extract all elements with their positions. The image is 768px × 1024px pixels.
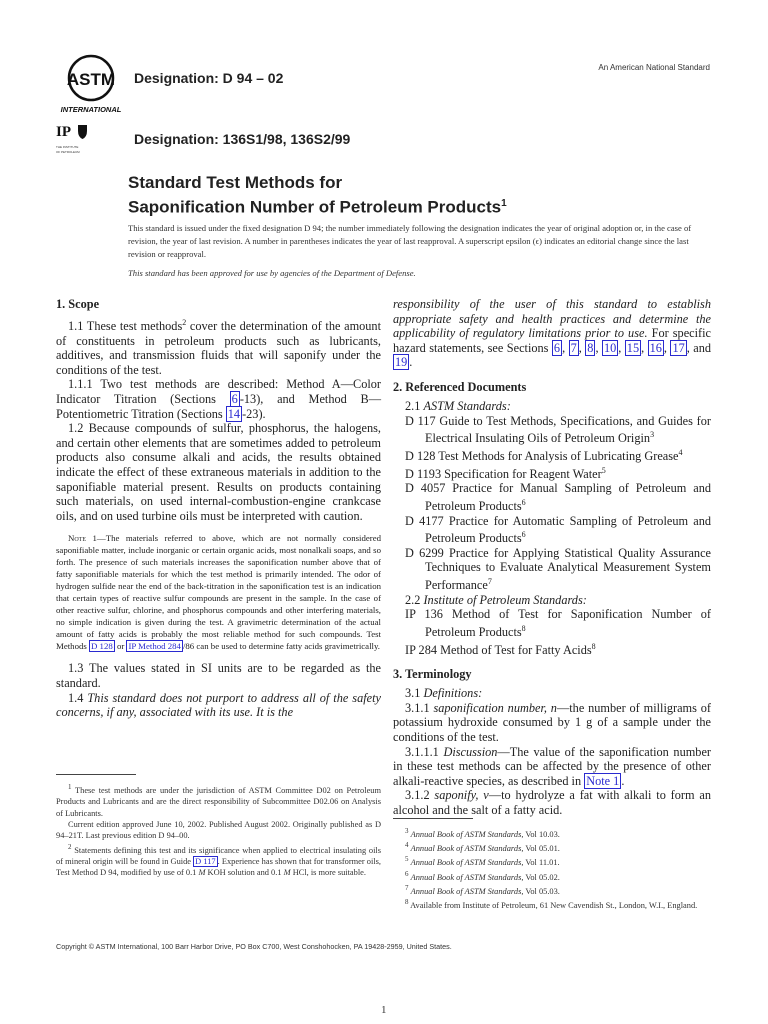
link-section-15[interactable]: 15 bbox=[626, 340, 640, 355]
left-column bbox=[56, 297, 381, 720]
svg-text:OF PETROLEUM: OF PETROLEUM bbox=[56, 150, 80, 154]
copyright-notice: Copyright © ASTM International, 100 Barr Harbor Drive, PO Box C700, West Conshohocken, PA 19428-2959, United States. bbox=[56, 942, 452, 951]
footnote-4: $^4$ Annual Book of ASTM Standards, Vol 05.01. bbox=[405, 841, 560, 853]
issue-note: This standard is issued under the fixed designation D 94; the number immediately following the designation indicates the year of original adoption or, in the case of revision, the year of last revision. A number in parentheses indicates the year of last reapproval. A superscript epsilon (ϵ) indicates an editorial change since the last revision or reapproval. bbox=[128, 223, 692, 259]
para-3-1-2: 3.1.2 saponify, v—to hydrolyze a fat with alkali to form an alcohol and the salt of a fatty acid. bbox=[393, 788, 711, 817]
svg-text:THE INSTITUTE: THE INSTITUTE bbox=[56, 145, 79, 149]
astm-standards-label: 2.1 ASTM Standards: bbox=[405, 398, 511, 413]
approved-note: This standard has been approved for use by agencies of the Department of Defense. bbox=[128, 268, 416, 278]
definitions-label: 3.1 Definitions: bbox=[405, 686, 483, 701]
footnotes-right bbox=[393, 826, 711, 911]
footnote-3: $^3$ Annual Book of ASTM Standards, Vol 10.03. bbox=[405, 827, 560, 839]
ref-d4177: D 4177 Practice for Automatic Sampling of Petroleum and Petroleum Products$^6$ bbox=[405, 513, 711, 546]
title-line-1: Standard Test Methods for bbox=[128, 173, 343, 192]
link-section-8[interactable]: 8 bbox=[587, 340, 594, 355]
para-1-2: 1.2 Because compounds of sulfur, phosphorus, the halogens, and certain other elements that are sometimes added to petroleum products also consume alkali and acids, the results obtained indicate the effect of these extraneous materials in addition to the saponifiable material present. Results on products containing such materials, on used internal-combustion-engine crankcase oils, and on used turbine oils must be interpreted with caution. bbox=[56, 421, 381, 523]
link-section-16[interactable]: 16 bbox=[649, 340, 662, 355]
section-scope-heading-text: 1. Scope bbox=[56, 297, 100, 311]
footnote-divider-left bbox=[56, 774, 136, 775]
footnote-6: $^6$ Annual Book of ASTM Standards, Vol 05.02. bbox=[405, 869, 560, 882]
para-3-1-1-1: 3.1.1.1 Discussion—The value of the saponification number in these test methods can be affected by the presence of other alkali-reactive species, as described in Note 1 . bbox=[393, 744, 711, 788]
link-note-1[interactable]: Note 1 bbox=[586, 773, 620, 788]
note-1: Note 1—The materials referred to above, which are not normally considered saponifiable matter, include inorganic or certain organic acids, most nonalkali soaps, and so forth. The presence of such materials increases the saponification number above that of fatty saponifiable materials for which the test method is primarily intended. The odor of hydrogen sulfide near the end of the back-titration in the saponification test is an indication that certain types of reactive sulfur compounds are present in the sample. In the case of other reactive sulfur, chlorine, and phosphorus compounds and other interfering materials, no simple indication is given during the test. A gravimetric determination of the actual amount of fatty acids is probably the most reliable method for such compounds. Test Methods D 128 or IP Method 284 /86 can be used to determine fatty acids gravimetrically. bbox=[56, 533, 381, 652]
ref-d117: D 117 Guide to Test Methods, Specifications, and Guides for Electrical Insulating Oils of Petroleum Origin$^3$ bbox=[405, 413, 711, 446]
right-column bbox=[393, 297, 711, 818]
ref-d128: D 128 Test Methods for Analysis of Lubricating Grease$^4$ bbox=[405, 447, 683, 463]
para-1-1: 1.1 These test methods$^2$ cover the determination of the amount of constituents in petroleum products such as lubricants, additives, and transmission fluids that will saponify under the conditions of the test. bbox=[56, 318, 381, 377]
national-standard-label: An American National Standard bbox=[598, 63, 710, 72]
designation-astm: Designation: D 94 – 02 bbox=[134, 70, 284, 86]
link-section-19[interactable]: 19 bbox=[395, 355, 408, 370]
link-section-10[interactable]: 10 bbox=[603, 340, 617, 355]
svg-text:ASTM: ASTM bbox=[66, 70, 116, 89]
ref-ip284: IP 284 Method of Test for Fatty Acids$^8$ bbox=[405, 641, 596, 657]
svg-text:INTERNATIONAL: INTERNATIONAL bbox=[60, 105, 122, 114]
link-section-6b[interactable]: 6 bbox=[553, 340, 561, 355]
link-section-17[interactable]: 17 bbox=[672, 340, 685, 355]
link-section-14[interactable]: 14 bbox=[227, 406, 241, 421]
astm-logo bbox=[60, 52, 122, 114]
para-1-4-cont: responsibility of the user of this standard to establish appropriate safety and health practices and determine the applicability of regulatory limitations prior to use. For specific hazard statements, see Sections 6 , 7 , 8 , 10 , 15 , 16 , 17 , and 19 . bbox=[393, 297, 712, 370]
footnotes-left bbox=[56, 782, 381, 879]
para-3-1-1: 3.1.1 saponification number, n—the number of milligrams of potassium hydroxide consumed by 1 g of a sample under the conditions of the test. bbox=[393, 700, 712, 744]
link-d128[interactable]: D 128 bbox=[91, 641, 113, 652]
footnote-5: $^5$ Annual Book of ASTM Standards, Vol 11.01. bbox=[405, 855, 560, 868]
footnote-1-dates: Current edition approved June 10, 2002. Published August 2002. Originally published as D 94–21T. Last previous edition D 94–00. bbox=[56, 820, 381, 841]
svg-text:IP: IP bbox=[56, 124, 71, 140]
title-footnote-ref: 1 bbox=[501, 198, 507, 209]
footnote-8: $^8$ Available from Institute of Petroleum, 61 New Cavendish St., London, W.I., England. bbox=[405, 898, 698, 910]
ref-d4057: D 4057 Practice for Manual Sampling of Petroleum and Petroleum Products$^6$ bbox=[405, 481, 711, 513]
ref-d1193: D 1193 Specification for Reagent Water$^5$ bbox=[405, 465, 606, 481]
footnote-divider-right bbox=[393, 818, 473, 819]
section-scope-heading bbox=[56, 297, 381, 312]
section-referenced-documents-heading: 2. Referenced Documents bbox=[393, 379, 527, 394]
link-section-6[interactable]: 6 bbox=[231, 392, 238, 407]
document-title bbox=[128, 172, 507, 218]
footnote-2: $^2$ Statements defining this test and its significance when applied to electrical insulating oils of mineral origin will be found in Guide D 117 . Experience has shown that for transformer oils, Test Method D 94, modified by use of 0.1 M KOH solution and 0.1 M HCl, is more suitable. bbox=[56, 842, 382, 878]
footnote-7: $^7$ Annual Book of ASTM Standards, Vol 05.03. bbox=[405, 883, 560, 896]
section-terminology-heading: 3. Terminology bbox=[393, 667, 472, 682]
title-line-2: Saponification Number of Petroleum Products bbox=[128, 197, 502, 217]
link-ip-method-284[interactable]: IP Method 284 bbox=[128, 641, 181, 652]
ref-d6299: D 6299 Practice for Applying Statistical Quality Assurance Techniques to Evaluate Analytical Measurement System Performance$^7$ bbox=[405, 545, 711, 593]
ip-standards-label: 2.2 Institute of Petroleum Standards: bbox=[405, 592, 587, 607]
link-section-7[interactable]: 7 bbox=[570, 340, 577, 355]
footnote-1: $^1$ These test methods are under the jurisdiction of ASTM Committee D02 on Petroleum Products and Lubricants and are the direct responsibility of Subcommittee D02.06 on Analysis of Lubricants. bbox=[56, 783, 381, 818]
para-1-3: 1.3 The values stated in SI units are to be regarded as the standard. bbox=[56, 661, 381, 690]
link-d117-footnote[interactable]: D 117 bbox=[195, 857, 216, 867]
para-1-1-1: 1.1.1 Two test methods are described: Method A—Color Indicator Titration (Sections 6 -13), and Method B—Potentiometric Titration (Sections 14 -23). bbox=[56, 377, 382, 421]
designation-ip: Designation: 136S1/98, 136S2/99 bbox=[134, 131, 351, 147]
page-number: 1 bbox=[381, 1004, 387, 1016]
ip-logo bbox=[56, 122, 96, 158]
ref-ip136: IP 136 Method of Test for Saponification Number of Petroleum Products$^8$ bbox=[405, 607, 711, 639]
para-1-4: 1.4 This standard does not purport to address all of the safety concerns, if any, associated with its use. It is the bbox=[56, 690, 381, 720]
